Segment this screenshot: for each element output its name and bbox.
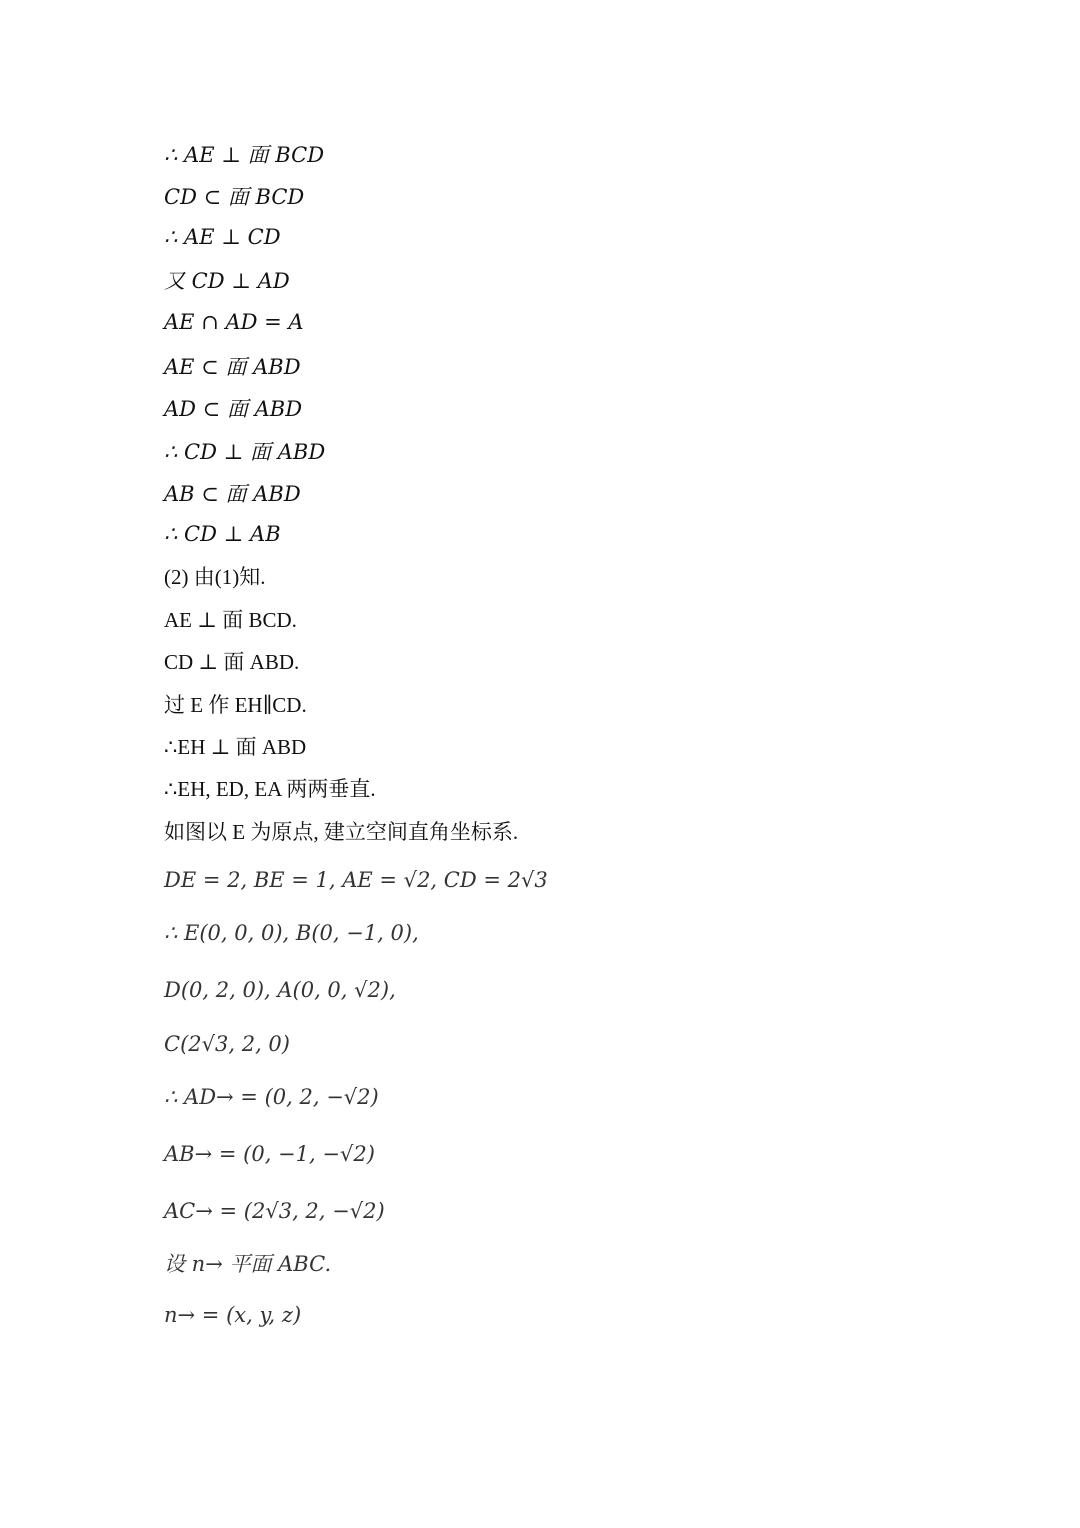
coordinates-line: ∴ E(0, 0, 0), B(0, −1, 0), <box>164 921 419 945</box>
proof-line: 如图以 E 为原点, 建立空间直角坐标系. <box>164 820 519 844</box>
part-heading: (2) 由(1)知. <box>164 565 266 589</box>
proof-line: AD ⊂ 面 ABD <box>164 397 303 421</box>
normal-vector-line: n→ = (x, y, z) <box>164 1303 302 1327</box>
proof-line: ∴EH ⊥ 面 ABD <box>164 735 307 759</box>
vector-line: ∴ AD→ = (0, 2, −√2) <box>164 1085 379 1109</box>
proof-line: ∴ CD ⊥ 面 ABD <box>164 440 326 464</box>
proof-line: ∴ AE ⊥ CD <box>164 225 281 249</box>
coordinates-line: D(0, 2, 0), A(0, 0, √2), <box>164 978 396 1002</box>
proof-line: ∴ CD ⊥ AB <box>164 522 281 546</box>
proof-line: ∴ AE ⊥ 面 BCD <box>164 143 325 167</box>
normal-vector-line: 设 n→ 平面 ABC. <box>164 1252 332 1276</box>
proof-line: AE ∩ AD = A <box>164 310 304 334</box>
proof-line: AE ⊥ 面 BCD. <box>164 608 297 632</box>
proof-line: 过 E 作 EH∥CD. <box>164 693 307 717</box>
proof-line: CD ⊂ 面 BCD <box>164 185 305 209</box>
vector-line: AC→ = (2√3, 2, −√2) <box>164 1199 385 1223</box>
lengths-line: DE = 2, BE = 1, AE = √2, CD = 2√3 <box>164 868 548 892</box>
proof-line: AE ⊂ 面 ABD <box>164 355 301 379</box>
proof-line: ∴EH, ED, EA 两两垂直. <box>164 777 376 801</box>
vector-line: AB→ = (0, −1, −√2) <box>164 1142 375 1166</box>
proof-line: AB ⊂ 面 ABD <box>164 482 301 506</box>
proof-line: 又 CD ⊥ AD <box>164 269 290 293</box>
coordinates-line: C(2√3, 2, 0) <box>164 1032 290 1056</box>
proof-line: CD ⊥ 面 ABD. <box>164 650 300 674</box>
